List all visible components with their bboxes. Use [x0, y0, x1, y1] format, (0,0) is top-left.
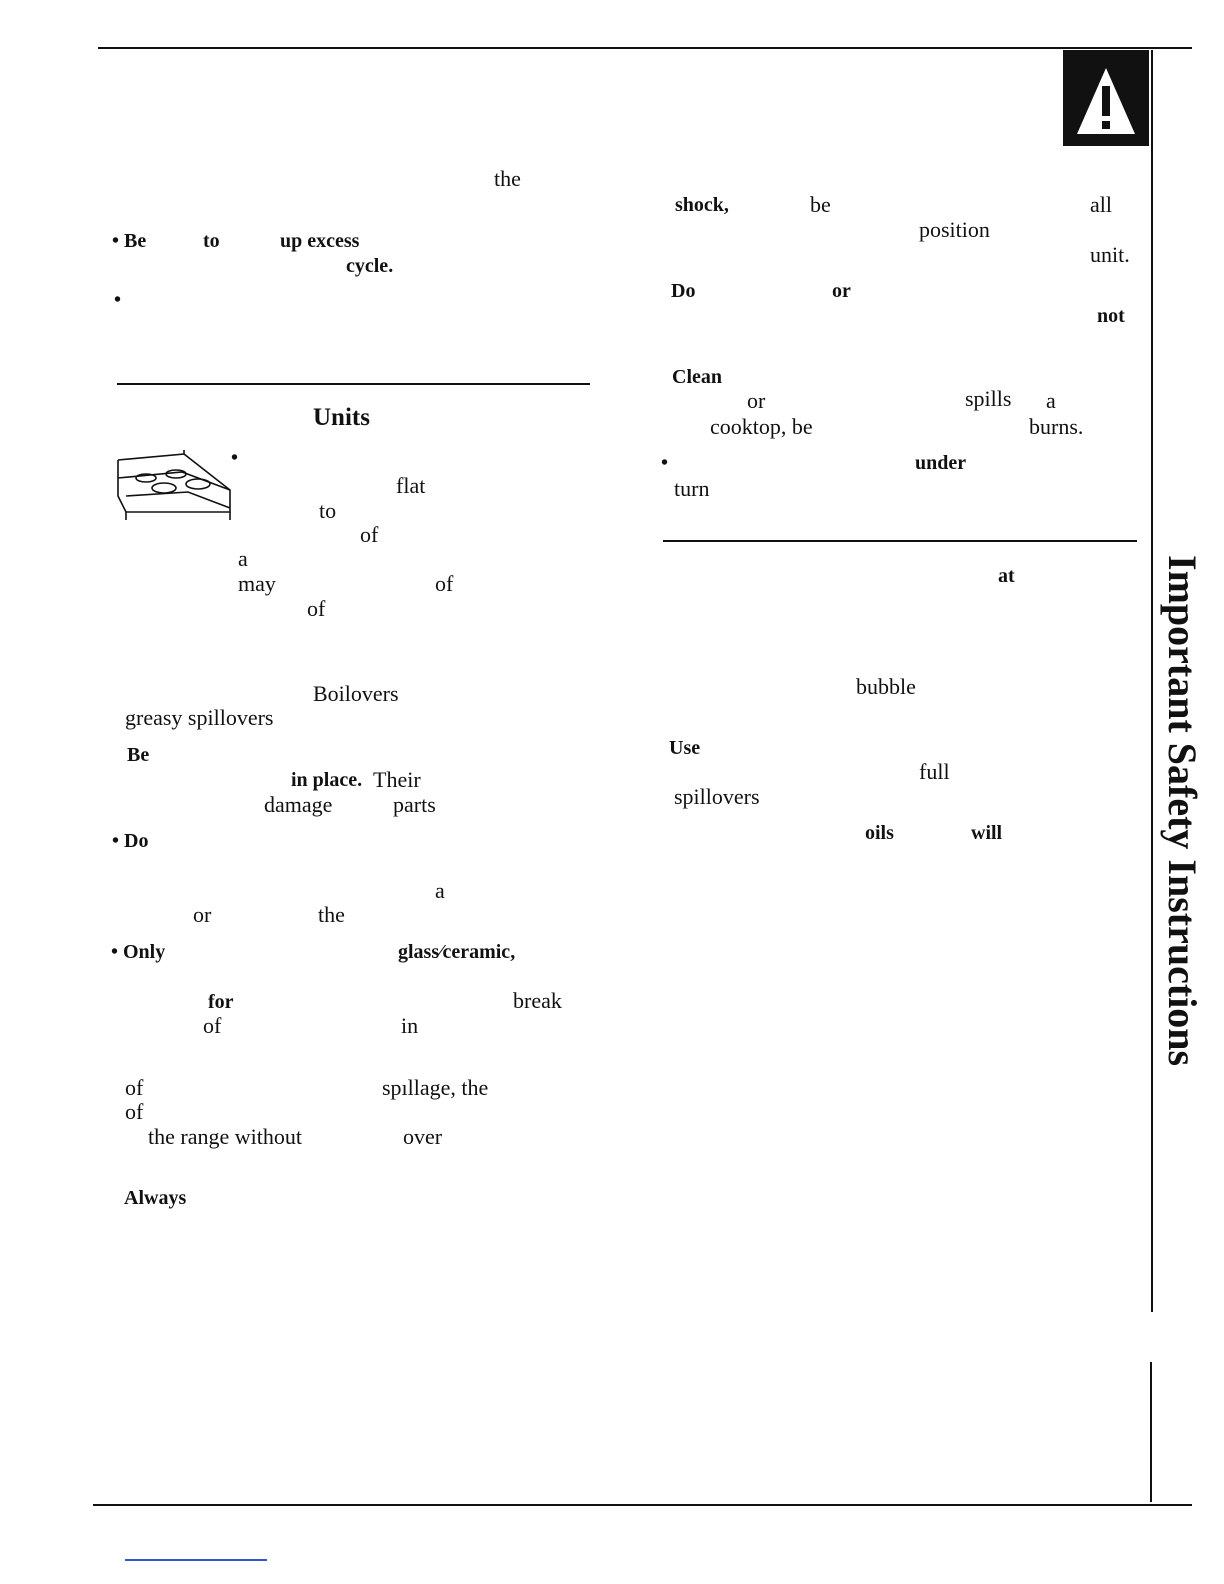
right-fragment: be [810, 192, 831, 217]
left-fragment: spıllage, the [382, 1075, 489, 1100]
right-fragment: shock, [675, 194, 729, 216]
right-fragment: oils [865, 822, 894, 844]
right-fragment: Do [671, 280, 696, 302]
left-fragment: a [435, 878, 445, 903]
left-fragment: parts [393, 792, 436, 817]
right-fragment: at [998, 565, 1015, 587]
right-fragment: position [919, 217, 990, 242]
warning-triangle-icon [1063, 50, 1149, 146]
right-fragment: spills [965, 386, 1012, 411]
side-title-text: Important Safety Instructions [1160, 555, 1205, 1067]
left-fragment: greasy spillovers [125, 705, 274, 730]
left-fragment: • Only [111, 941, 166, 963]
bottom-rule [93, 1504, 1192, 1506]
left-fragment: or [193, 902, 212, 927]
left-fragment: in place. [291, 769, 363, 791]
right-fragment: or [747, 388, 766, 413]
warning-box [1063, 50, 1149, 146]
right-fragment: or [832, 280, 851, 302]
left-fragment: cycle. [346, 255, 394, 277]
left-fragment: break [513, 988, 562, 1013]
left-fragment: glass⁄ceramic, [398, 941, 516, 963]
right-fragment: • [661, 452, 669, 474]
right-fragment: turn [674, 476, 710, 501]
top-rule [98, 47, 1192, 49]
side-title [1160, 555, 1205, 1067]
right-fragment: cooktop, be [710, 414, 813, 439]
left-fragment: over [403, 1124, 443, 1149]
left-fragment: for [208, 991, 234, 1013]
left-fragment: in [401, 1013, 419, 1038]
right-fragment: spillovers [674, 784, 760, 809]
left-fragment: a [238, 546, 248, 571]
right-vertical-rule [1151, 50, 1153, 1312]
left-fragment: Boilovers [313, 681, 399, 706]
right-fragment: Use [669, 737, 701, 759]
left-fragment: Always [124, 1187, 187, 1209]
left-fragment: Be [127, 744, 150, 766]
right-fragment: not [1097, 305, 1125, 327]
right-fragment: all [1090, 192, 1112, 217]
left-fragment: may [238, 571, 276, 596]
right-fragment: will [971, 822, 1003, 844]
right-fragment: unit. [1090, 242, 1130, 267]
left-fragment: of [435, 571, 454, 596]
right-fragment: full [919, 759, 950, 784]
bottom-link-underline[interactable] [125, 1559, 267, 1561]
left-fragment: • [231, 447, 239, 469]
left-fragment: the range without [148, 1124, 302, 1149]
left-fragment: of [125, 1075, 144, 1100]
left-section-rule [117, 383, 590, 385]
left-fragment: • Do [112, 830, 149, 852]
right-fragment: under [915, 452, 967, 474]
left-fragment: damage [264, 792, 333, 817]
left-fragment: the [494, 166, 521, 191]
right-fragment: Clean [672, 366, 722, 388]
left-fragment: to [203, 230, 220, 252]
right-fragment: bubble [856, 674, 916, 699]
left-fragment: of [125, 1099, 144, 1124]
section-heading: Units [313, 404, 370, 431]
left-fragment: the [318, 902, 345, 927]
right-vertical-rule-lower [1150, 1362, 1152, 1502]
left-fragment: flat [396, 473, 426, 498]
left-fragment: of [307, 596, 326, 621]
left-fragment: • [114, 289, 122, 311]
left-fragment: of [203, 1013, 222, 1038]
left-fragment: up excess [280, 230, 360, 252]
right-fragment: a [1046, 388, 1056, 413]
left-fragment: • Be [112, 230, 147, 252]
range-cooktop-illustration [112, 447, 239, 522]
right-section-rule [663, 540, 1137, 542]
right-fragment: burns. [1029, 414, 1084, 439]
left-fragment: of [360, 522, 379, 547]
left-fragment: Their [373, 767, 421, 792]
left-fragment: to [319, 498, 337, 523]
